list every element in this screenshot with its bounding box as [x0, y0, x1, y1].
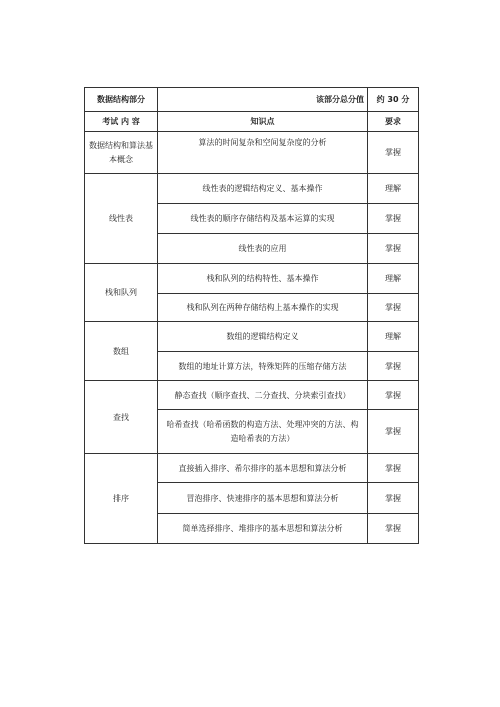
column-header-row: [85, 112, 419, 132]
table-row: [85, 174, 419, 204]
table-row: [85, 132, 419, 174]
requirement-cell: 掌握: [368, 204, 419, 234]
topic-cell: 栈和队列: [85, 264, 158, 322]
requirement-cell: 掌握: [368, 483, 419, 514]
requirement-cell: 掌握: [368, 381, 419, 410]
column-header-requirement: 要求: [368, 112, 419, 132]
knowledge-point: 静态查找（顺序查找、二分查找、分块索引查找）: [158, 381, 368, 410]
requirement-cell: 掌握: [368, 132, 419, 174]
topic-cell: 查找: [85, 381, 158, 454]
section-total-label: 该部分总分值: [158, 88, 368, 112]
topic-cell: 线性表: [85, 174, 158, 264]
syllabus-table: [84, 87, 419, 544]
topic-cell: 数据结构和算法基本概念: [85, 132, 158, 174]
knowledge-point: 算法的时间复杂和空间复杂度的分析: [158, 132, 368, 174]
table-row: [85, 264, 419, 294]
section-total-value: 约 30 分: [368, 88, 419, 112]
column-header-content: 考试 内 容: [85, 112, 158, 132]
knowledge-point: 数组的逻辑结构定义: [158, 322, 368, 352]
table-row: [85, 381, 419, 410]
requirement-cell: 掌握: [368, 234, 419, 264]
topic-cell: 数组: [85, 322, 158, 381]
table-row: [85, 454, 419, 483]
topic-cell: 排序: [85, 454, 158, 544]
requirement-cell: 理解: [368, 264, 419, 294]
knowledge-point: 线性表的顺序存储结构及基本运算的实现: [158, 204, 368, 234]
requirement-cell: 理解: [368, 322, 419, 352]
section-title: 数据结构部分: [85, 88, 158, 112]
knowledge-point: 栈和队列的结构特性、基本操作: [158, 264, 368, 294]
requirement-cell: 掌握: [368, 352, 419, 381]
knowledge-point: 哈希查找（哈希函数的构造方法、处理冲突的方法、构造哈希表的方法）: [158, 410, 368, 454]
knowledge-point: 线性表的应用: [158, 234, 368, 264]
knowledge-point: 直接插入排序、希尔排序的基本思想和算法分析: [158, 454, 368, 483]
requirement-cell: 掌握: [368, 454, 419, 483]
requirement-cell: 掌握: [368, 514, 419, 544]
column-header-knowledge: 知识点: [158, 112, 368, 132]
knowledge-point: 栈和队列在两种存储结构上基本操作的实现: [158, 294, 368, 322]
table-row: [85, 322, 419, 352]
knowledge-point: 数组的地址计算方法，特殊矩阵的压缩存储方法: [158, 352, 368, 381]
knowledge-point: 简单选择排序、堆排序的基本思想和算法分析: [158, 514, 368, 544]
section-header-row: [85, 88, 419, 112]
requirement-cell: 掌握: [368, 294, 419, 322]
knowledge-point: 冒泡排序、快速排序的基本思想和算法分析: [158, 483, 368, 514]
knowledge-point: 线性表的逻辑结构定义、基本操作: [158, 174, 368, 204]
requirement-cell: 理解: [368, 174, 419, 204]
requirement-cell: 掌握: [368, 410, 419, 454]
